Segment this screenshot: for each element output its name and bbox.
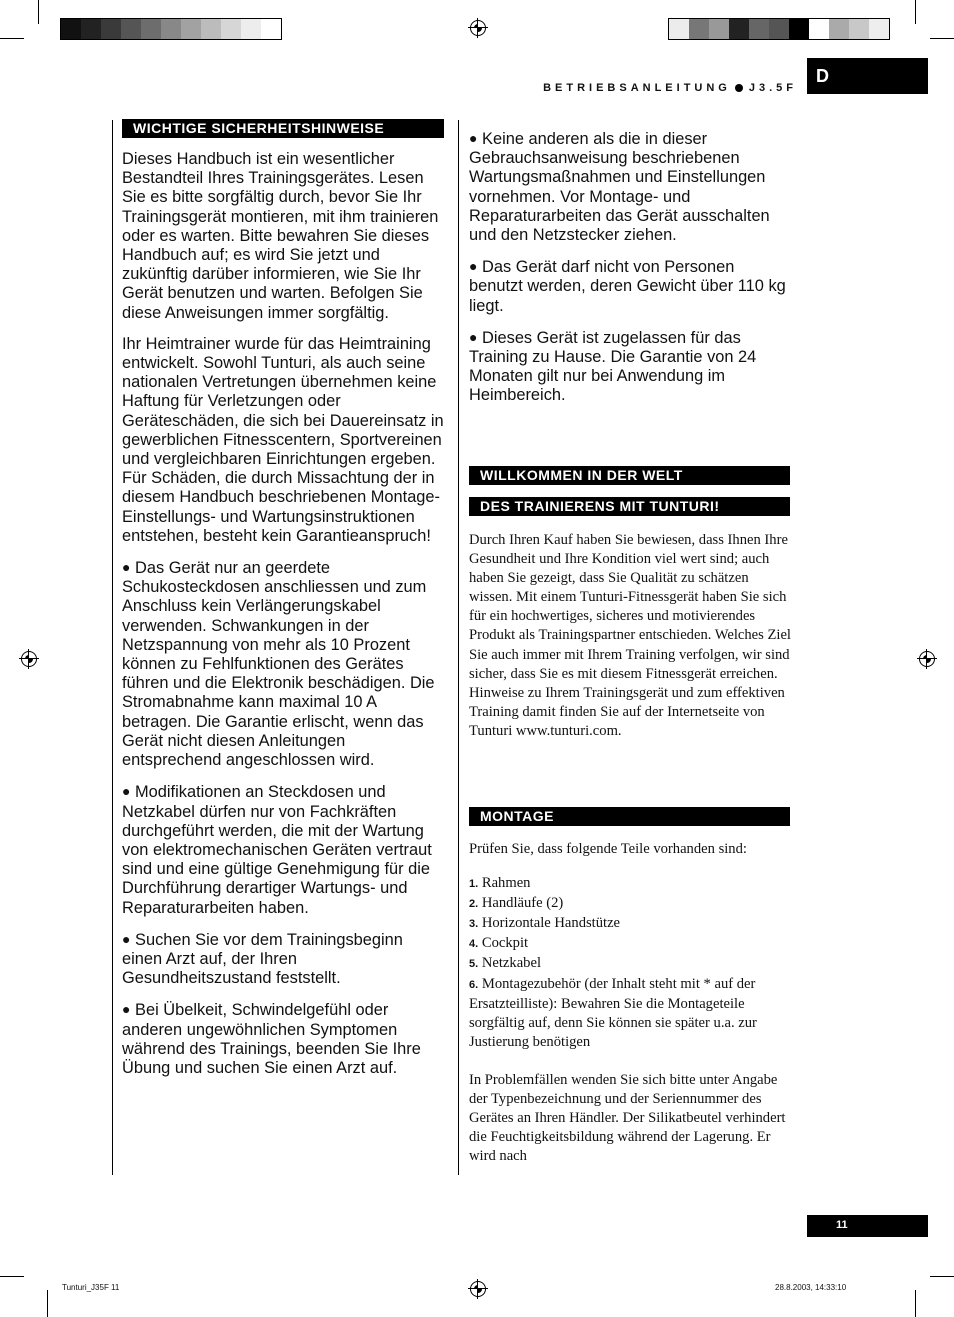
- registration-mark-icon: [919, 651, 935, 667]
- footer-timestamp: 28.8.2003, 14:33:10: [775, 1283, 847, 1292]
- registration-mark-icon: [470, 20, 486, 36]
- header-model-label: J3.5F: [748, 82, 797, 94]
- color-calibration-bar-left: [60, 18, 282, 40]
- home-use-paragraph: Ihr Heimtrainer wurde für das Heimtraining entwickelt. Sowohl Tunturi, als auch seine nationalen Vertretungen übernehmen keine Haftung für Verletzungen oder Geräteschäden, die sich bei Dauereinsatz in gewerblichen Fitnesscentern, Sportvereinen und vergleichbaren Einrichtungen ergeben. Für Schäden, die durch Missachtung der in diesem Handbuch beschriebenen Montage- Einstellungs- und Wartungsinstruktionen entstehen, besteht kein Garantieanspruch!: [122, 334, 444, 545]
- safety-bullet-item: ● Dieses Gerät ist zugelassen für das Training zu Hause. Die Garantie von 24 Monaten gilt nur bei Anwendung im Heimbereich.: [469, 328, 757, 405]
- registration-mark-icon: [21, 651, 37, 667]
- section-heading-safety: WICHTIGE SICHERHEITSHINWEISE: [122, 119, 444, 138]
- section-heading-montage: MONTAGE: [469, 807, 790, 826]
- bullet-dot-icon: ●: [122, 930, 131, 947]
- bullet-dot-icon: ●: [122, 783, 131, 800]
- list-item: 6. Montagezubehör (der Inhalt steht mit * auf der Ersatzteilliste): Bewahren Sie die Montageteile sorgfältig auf, denn Sie können sie später u.a. zur Justierung benötigen: [469, 975, 757, 1050]
- list-item: 1. Rahmen: [469, 875, 531, 892]
- safety-bullet-item: ● Das Gerät darf nicht von Personen benutzt werden, deren Gewicht über 110 kg liegt.: [469, 258, 786, 315]
- safety-bullet-item: ● Suchen Sie vor dem Trainingsbeginn einen Arzt auf, der Ihren Gesundheitszustand feststellt.: [122, 930, 403, 988]
- parts-list: [469, 874, 791, 1052]
- montage-section: [469, 840, 791, 1166]
- bullet-dot-icon: ●: [122, 1001, 131, 1018]
- montage-intro: Prüfen Sie, dass folgende Teile vorhanden sind:: [469, 841, 747, 857]
- column-rule-middle: [458, 120, 459, 1175]
- bullet-dot-icon: ●: [122, 559, 131, 576]
- color-calibration-bar-right: [668, 18, 890, 40]
- footer-file-info: Tunturi_J35F 11: [62, 1283, 120, 1292]
- column-rule-left: [112, 120, 113, 1175]
- safety-section-continued: [469, 129, 791, 418]
- safety-section: [122, 150, 444, 1090]
- page-number: 11: [836, 1219, 848, 1231]
- running-header: [543, 82, 797, 94]
- language-tab: [807, 58, 928, 94]
- safety-bullet-item: ● Das Gerät nur an geerdete Schukosteckdosen anschliessen und zum Anschluss kein Verlängerungskabel verwenden. Schwankungen in der Netzspannung von mehr als 10 Prozent können zu Fehlfunktionen des Gerätes führen und die Elektronik beschädigen. Die Stromabnahme kann maximal 10 A betragen. Die Garantie erlischt, wenn das Gerät nicht diesen Anleitungen entsprechend angeschlossen wird.: [122, 559, 435, 770]
- section-heading-welcome-line1: WILLKOMMEN IN DER WELT: [469, 466, 790, 485]
- bullet-dot-icon: ●: [469, 130, 478, 146]
- safety-intro-paragraph: Dieses Handbuch ist ein wesentlicher Bestandteil Ihres Trainingsgerätes. Lesen Sie es bitte sorgfältig durch, bevor Sie Ihr Trainingsgerät montieren, mit ihm trainieren oder es warten. Bitte bewahren Sie dieses Handbuch auf; es wird Sie jetzt und zukünftig darüber informieren, wie Sie Ihr Gerät benutzen und warten. Befolgen Sie diese Anweisungen immer sorgfältig.: [122, 150, 439, 322]
- bullet-dot-icon: [735, 84, 743, 92]
- safety-bullet-item: ● Modifikationen an Steckdosen und Netzkabel dürfen nur von Fachkräften durchgeführt werden, die mit der Wartung von elektromechanischen Geräten vertraut sind und eine gültige Genehmigung für die Durchführung derartiger Wartungs- und Reparaturarbeiten haben.: [122, 783, 432, 917]
- header-manual-label: BETRIEBSANLEITUNG: [543, 82, 731, 94]
- bullet-dot-icon: ●: [469, 258, 478, 275]
- list-item: 2. Handläufe (2): [469, 895, 564, 912]
- safety-bullet-item: ● Bei Übelkeit, Schwindelgefühl oder anderen ungewöhnlichen Symptomen während des Trainings, beenden Sie Ihre Übung und suchen Sie einen Arzt auf.: [122, 1001, 421, 1077]
- safety-bullet-item: ● Keine anderen als die in dieser Gebrauchsanweisung beschriebenen Wartungsmaßnahmen und Einstellungen vornehmen. Vor Montage- und Reparaturarbeiten das Gerät ausschalten und den Netzstecker ziehen.: [469, 130, 770, 245]
- welcome-paragraph: Durch Ihren Kauf haben Sie bewiesen, dass Ihnen Ihre Gesundheit und Ihre Kondition viel wert sind; auch haben Sie gezeigt, dass Sie Qualität zu schätzen wissen. Mit einem Tunturi-Fitnessgerät haben Sie sich für ein hochwertiges, sicheres und motivierendes Produkt als Trainingspartner entschieden. Welches Ziel Sie auch immer mit Ihrem Training verfolgen, wir sind sicher, dass Sie es mit diesem Fitnessgerät erreichen. Hinweise zu Ihrem Trainingsgerät und zum effektiven Training damit finden Sie auf der Internetseite von Tunturi www.tunturi.com.: [469, 532, 791, 739]
- language-tab-label: D: [816, 66, 829, 86]
- problem-paragraph: In Problemfällen wenden Sie sich bitte unter Angabe der Typenbezeichnung und der Seriennummer des Gerätes an Ihren Händler. Der Silikatbeutel verhindert die Feuchtigkeitsbildung während der Lagerung. Er wird nach: [469, 1071, 786, 1165]
- registration-mark-icon: [470, 1281, 486, 1297]
- section-heading-welcome-line2: DES TRAINIERENS MIT TUNTURI!: [469, 497, 790, 516]
- page-number-tab: [807, 1215, 928, 1237]
- list-item: 3. Horizontale Handstütze: [469, 915, 621, 932]
- list-item: 5. Netzkabel: [469, 955, 541, 972]
- list-item: 4. Cockpit: [469, 935, 529, 952]
- bullet-dot-icon: ●: [469, 328, 478, 345]
